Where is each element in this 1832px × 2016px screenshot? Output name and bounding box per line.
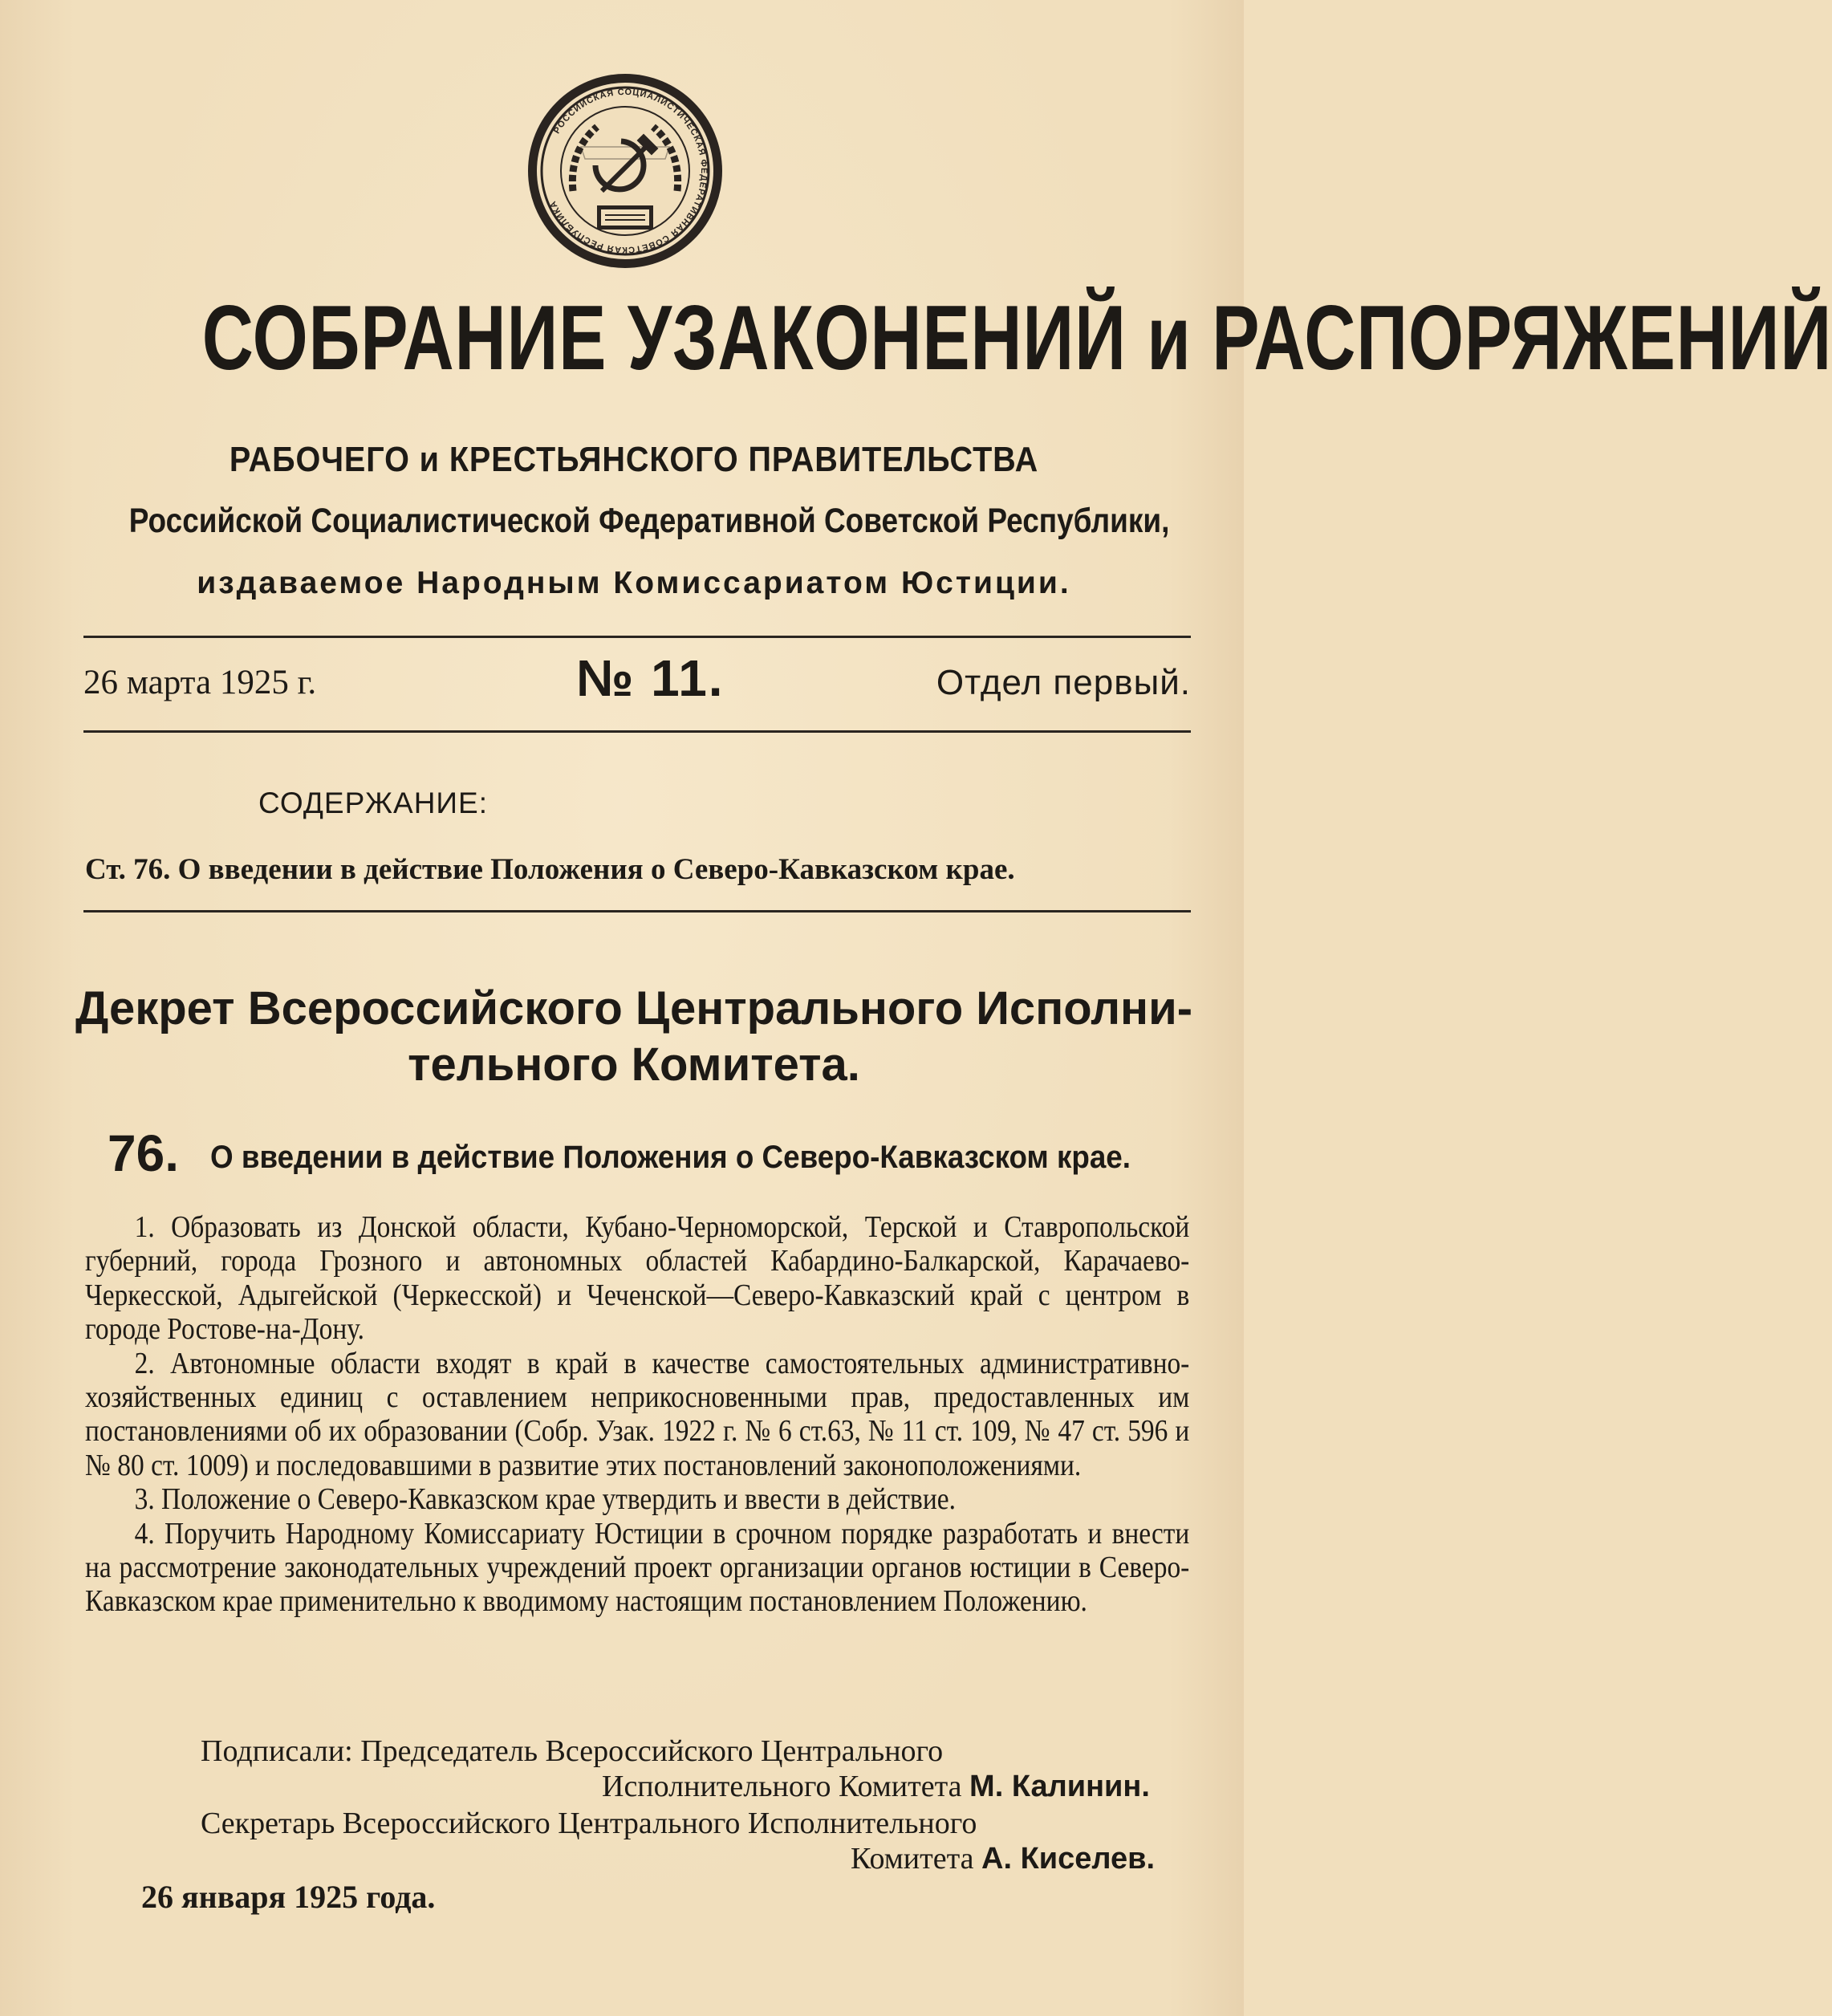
divider	[83, 910, 1191, 912]
paragraph-2: 2. Автономные области входят в край в качестве самостоятельных административно-хозяйственных единиц с оставлением неприкосновенными прав, предоставленных им постановлениями об их образовании (Собр. Узак. 1922 г. № 6 ст.63, № 11 ст. 109, № 47 ст. 596 и № 80 ст. 1009) и последовавшими в развитие этих постановлений законоположениями.	[85, 1346, 1190, 1482]
divider	[83, 636, 1191, 638]
masthead-title: СОБРАНИЕ УЗАКОНЕНИЙ и РАСПОРЯЖЕНИЙ	[201, 287, 1832, 389]
signature-line-2-text: Исполнительного Комитета	[602, 1770, 962, 1803]
decree-title-line-1: Декрет Всероссийского Центрального Исполни-	[75, 982, 1193, 1034]
masthead-subtitle-3: издаваемое Народным Комиссариатом Юстиции.	[197, 566, 1071, 600]
divider	[83, 730, 1191, 733]
issue-date: 26 марта 1925 г.	[83, 664, 317, 701]
article-title: О введении в действие Положения о Северо-Кавказском крае.	[210, 1140, 1131, 1175]
issue-number: № 11.	[576, 649, 725, 707]
paragraph-4: 4. Поручить Народному Комиссариату Юстиции в срочном порядке разработать и внести на рассмотрение законодательных учреждений проект организации органов юстиции в Северо-Кавказском крае применительно к вводимому настоящим постановлением Положению.	[85, 1516, 1190, 1619]
signature-line-1: Подписали: Председатель Всероссийского Центрального	[201, 1734, 944, 1768]
decree-body	[85, 1210, 1189, 1619]
signatory-kiselev: А. Киселев.	[981, 1842, 1156, 1876]
rsfsr-emblem-icon	[525, 71, 725, 271]
emblem-inscription: РОССИЙСКАЯ СОЦИАЛИСТИЧЕСКАЯ ФЕДЕРАТИВНАЯ СОВЕТСКАЯ РЕСПУБЛИКА	[547, 87, 709, 255]
issue-section: Отдел первый.	[936, 663, 1191, 702]
paragraph-1: 1. Образовать из Донской области, Кубано-Черноморской, Терской и Ставропольской губерний, города Грозного и автономных областей Кабардино-Балкарской, Карачаево-Черкесской, Адыгейской (Черкесской) и Чеченской—Северо-Кавказский край с центром в городе Ростове-на-Дону.	[85, 1210, 1190, 1347]
masthead-subtitle-2: Российской Социалистической Федеративной Советской Республики,	[128, 502, 1170, 540]
decree-title-line-2: тельного Комитета.	[408, 1038, 860, 1091]
signature-line-4	[851, 1841, 1155, 1876]
signing-date: 26 января 1925 года.	[141, 1879, 436, 1915]
decree-title	[64, 981, 1204, 1093]
toc-entry: Ст. 76. О введении в действие Положения о Северо-Кавказском крае.	[85, 853, 1015, 886]
signature-line-4-text: Комитета	[851, 1842, 974, 1876]
paragraph-3: 3. Положение о Северо-Кавказском крае утвердить и ввести в действие.	[134, 1482, 956, 1517]
signatory-kalinin: М. Калинин.	[969, 1770, 1150, 1803]
signature-line-2	[602, 1769, 1150, 1804]
article-number: 76.	[108, 1124, 179, 1182]
masthead-subtitle-1: РАБОЧЕГО и КРЕСТЬЯНСКОГО ПРАВИТЕЛЬСТВА	[229, 440, 1039, 479]
signature-line-3: Секретарь Всероссийского Центрального Исполнительного	[201, 1807, 977, 1840]
toc-heading: СОДЕРЖАНИЕ:	[258, 786, 488, 819]
